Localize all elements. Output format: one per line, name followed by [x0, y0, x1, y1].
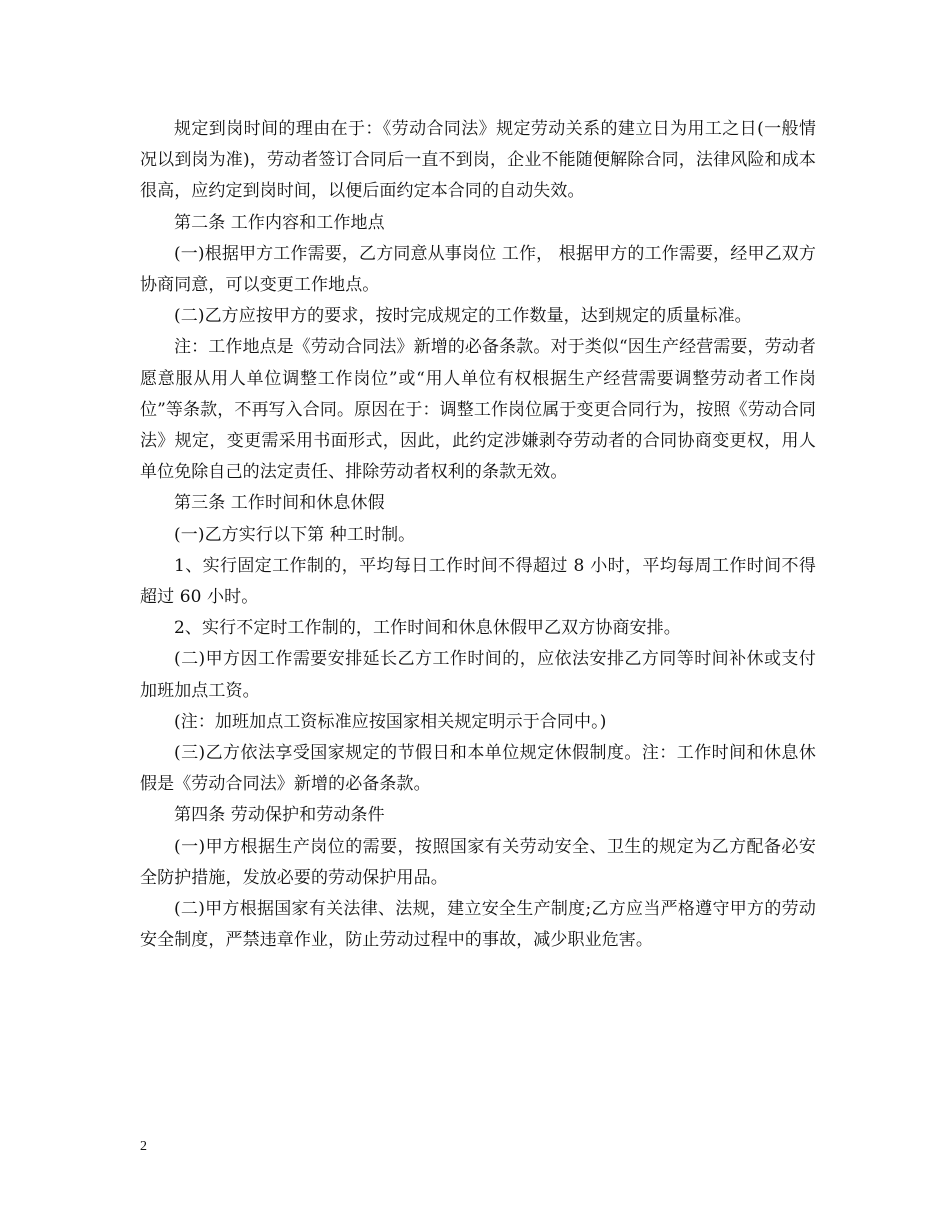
paragraph-3-1-item-1: 1、实行固定工作制的，平均每日工作时间不得超过 8 小时，平均每周工作时间不得超过 60 小时。	[140, 555, 816, 608]
paragraph-2-1: (一)根据甲方工作需要，乙方同意从事岗位 工作， 根据甲方的工作需要，经甲乙双方协商同意，可以变更工作地点。	[140, 243, 816, 296]
paragraph-3-1: (一)乙方实行以下第 种工时制。	[174, 524, 416, 545]
paragraph-3-3: (三)乙方依法享受国家规定的节假日和本单位规定休假制度。注：工作时间和休息休假是《劳动合同法》新增的必备条款。	[140, 743, 816, 795]
paragraph-2-2: (二)乙方应按甲方的要求，按时完成规定的工作数量，达到规定的质量标准。	[174, 306, 752, 327]
paragraph-4-1: (一)甲方根据生产岗位的需要，按照国家有关劳动安全、卫生的规定为乙方配备必安全防护措施，发放必要的劳动保护用品。	[140, 836, 816, 888]
paragraph-4-2: (二)甲方根据国家有关法律、法规，建立安全生产制度;乙方应当严格遵守甲方的劳动安全制度，严禁违章作业，防止劳动过程中的事故，减少职业危害。	[140, 899, 816, 951]
paragraph-2-note: 注：工作地点是《劳动合同法》新增的必备条款。对于类似“因生产经营需要，劳动者愿意服从用人单位调整工作岗位”或“用人单位有权根据生产经营需要调整劳动者工作岗位”等条款，不再写入合同。原因在于：调整工作岗位属于变更合同行为，按照《劳动合同法》规定，变更需采用书面形式，因此，此约定涉嫌剥夺劳动者的合同协商变更权，用人单位免除自己的法定责任、排除劳动者权利的条款无效。	[140, 337, 816, 483]
article-2-heading: 第二条 工作内容和工作地点	[174, 212, 385, 233]
article-3-heading: 第三条 工作时间和休息休假	[174, 493, 385, 514]
paragraph-3-2: (二)甲方因工作需要安排延长乙方工作时间的，应依法安排乙方同等时间补休或支付加班加点工资。	[140, 649, 816, 701]
paragraph-rationale: 规定到岗时间的理由在于：《劳动合同法》规定劳动关系的建立日为用工之日(一般情况以到岗为准)，劳动者签订合同后一直不到岗，企业不能随便解除合同，法律风险和成本很高，应约定到岗时间，以便后面约定本合同的自动失效。	[140, 119, 816, 202]
page-body	[140, 114, 816, 956]
paragraph-3-1-item-2: 2、实行不定时工作制的，工作时间和休息休假甲乙双方协商安排。	[174, 618, 681, 639]
page-number: 2	[140, 1139, 147, 1154]
paragraph-3-2-note: (注：加班加点工资标准应按国家相关规定明示于合同中。)	[174, 711, 607, 732]
article-4-heading: 第四条 劳动保护和劳动条件	[174, 805, 385, 826]
